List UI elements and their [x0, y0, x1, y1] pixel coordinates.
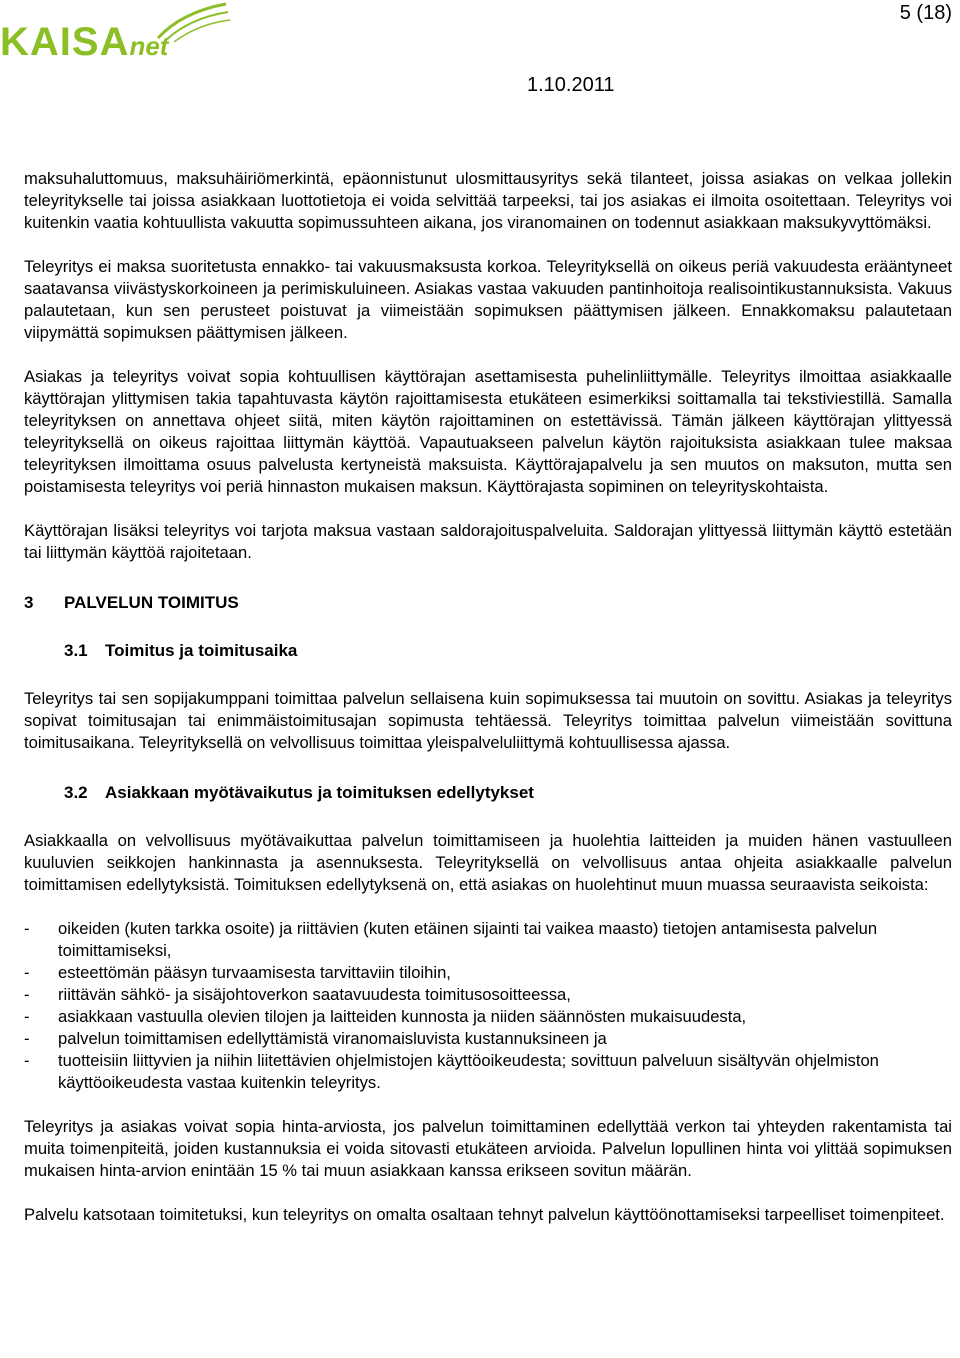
- list-marker: -: [24, 919, 30, 938]
- paragraph: maksuhaluttomuus, maksuhäiriömerkintä, epäonnistunut ulosmittausyritys sekä tilanteet, joissa asiakas on velkaa jollekin teleyritykselle tai joissa asiakkaan luottotietoja ei voida selvittää tarpeeksi, tai jos asiakas ei ilmoita osoitettaan. Teleyritys voi kuitenkin vaatia kohtuullista vakuutta sopimussuhteen aikana, jos viranomainen on todennut asiakkaan maksukyvyttömäksi.: [24, 169, 952, 232]
- list-item-text: esteettömän pääsyn turvaamisesta tarvittaviin tiloihin,: [58, 963, 451, 982]
- paragraph: Teleyritys tai sen sopijakumppani toimittaa palvelun sellaisena kuin sopimuksessa tai muutoin on sovittu. Asiakas ja teleyritys sopivat toimitusajan tai enimmäistoimitusajan sopimusta tehtäessä. Teleyritys toimittaa palvelun viimeistään sovittuna toimitusaikana. Teleyrityksellä on velvollisuus toimittaa yleispalveluliittymä kohtuullisessa ajassa.: [24, 689, 952, 752]
- logo-suffix-text: net: [129, 31, 169, 61]
- document-body: [24, 168, 952, 1248]
- paragraph: Käyttörajan lisäksi teleyritys voi tarjota maksua vastaan saldorajoituspalveluita. Saldorajan ylittyessä liittymän käyttö estetään tai liittymän käyttöä rajoitetaan.: [24, 521, 952, 562]
- list-item-text: palvelun toimittamisen edellyttämistä viranomaisluvista kustannuksineen ja: [58, 1029, 607, 1048]
- subsection-title: Toimitus ja toimitusaika: [105, 641, 298, 660]
- list-marker: -: [24, 963, 30, 982]
- subsection-title: Asiakkaan myötävaikutus ja toimituksen edellytykset: [105, 783, 534, 802]
- list-item: [24, 962, 952, 984]
- kaisanet-logo: [0, 2, 250, 72]
- paragraph: Teleyritys ja asiakas voivat sopia hinta-arviosta, jos palvelun toimittaminen edellyttää verkon tai yhteyden rakentamista tai muita toimenpiteitä, joiden kustannuksia ei voida sitovasti etukäteen arvioida. Palvelun lopullinen hinta voi ylittää sopimuksen mukaisen hinta-arvion enintään 15 % tai muun asiakkaan kanssa erikseen sovitun määrän.: [24, 1117, 952, 1180]
- section-title: PALVELUN TOIMITUS: [64, 593, 239, 612]
- list-marker: -: [24, 1007, 30, 1026]
- list-item-text: tuotteisiin liittyvien ja niihin liitettävien ohjelmistojen käyttöoikeudesta; sovittuun palveluun sisältyvän ohjelmiston käyttöoikeudesta vastaa kuitenkin teleyritys.: [58, 1051, 879, 1092]
- subsection-number: 3.2: [64, 783, 88, 802]
- list-marker: -: [24, 1029, 30, 1048]
- list-marker: -: [24, 985, 30, 1004]
- requirements-list: [24, 918, 952, 1094]
- list-item: [24, 1028, 952, 1050]
- list-item-text: oikeiden (kuten tarkka osoite) ja riittävien (kuten etäinen sijainti tai vaikea maasto) tietojen antamisesta palvelun toimittamiseksi,: [58, 919, 878, 960]
- document-date: 1.10.2011: [527, 74, 615, 96]
- logo-wordmark: [0, 20, 168, 65]
- list-marker: -: [24, 1051, 30, 1070]
- list-item-text: asiakkaan vastuulla olevien tilojen ja laitteiden kunnosta ja niiden säännösten mukaisuudesta,: [58, 1007, 747, 1026]
- section-number: 3: [24, 593, 34, 612]
- list-item: [24, 918, 952, 962]
- logo-main-text: KAISA: [0, 20, 130, 64]
- subsection-number: 3.1: [64, 641, 88, 660]
- section-heading-3-2: [64, 782, 952, 804]
- paragraph: Teleyritys ei maksa suoritetusta ennakko- tai vakuusmaksusta korkoa. Teleyrityksellä on oikeus periä vakuudesta erääntyneet saatavansa viivästyskorkoineen ja perimiskuluineen. Asiakas vastaa vakuuden pantinhoitoja realisointikustannuksista. Vakuus palautetaan, kun sen perusteet poistuvat ja viimeistään sopimuksen päättymisen jälkeen. Ennakkomaksu palautetaan viipymättä sopimuksen päättymisen jälkeen.: [24, 257, 952, 342]
- page-number: 5 (18): [899, 2, 952, 24]
- section-heading-3: [24, 592, 952, 614]
- list-item: [24, 1050, 952, 1094]
- list-item-text: riittävän sähkö- ja sisäjohtoverkon saatavuudesta toimitusosoitteessa,: [58, 985, 571, 1004]
- list-item: [24, 1006, 952, 1028]
- section-heading-3-1: [64, 640, 952, 662]
- paragraph: Asiakas ja teleyritys voivat sopia kohtuullisen käyttörajan asettamisesta puhelinliittymälle. Teleyritys ilmoittaa asiakkaalle käyttörajan ylittymisen takia tapahtuvasta käytön rajoittamisesta etukäteen esimerkiksi soittamalla tai tekstiviestillä. Samalla teleyrityksen on annettava ohjeet siitä, miten käytön rajoittaminen on estettävissä. Tämän jälkeen käyttörajan ylittyessä teleyrityksellä on oikeus rajoittaa liittymän käyttöä. Vapautuakseen palvelun käytön rajoituksista asiakkaan tulee maksaa teleyrityksen ilmoittama osuus palvelusta kertyneistä maksuista. Käyttörajapalvelu ja sen muutos on maksuton, mutta sen poistamisesta teleyritys voi periä hinnaston mukaisen maksun. Käyttörajasta sopiminen on teleyrityskohtaista.: [24, 367, 952, 496]
- list-item: [24, 984, 952, 1006]
- paragraph: Palvelu katsotaan toimitetuksi, kun teleyritys on omalta osaltaan tehnyt palvelun käyttöönottamiseksi tarpeelliset toimenpiteet.: [24, 1205, 945, 1224]
- paragraph: Asiakkaalla on velvollisuus myötävaikuttaa palvelun toimittamiseen ja huolehtia laitteiden ja muiden hänen vastuulleen kuuluvien seikkojen hankinnasta ja asennuksesta. Teleyrityksellä on velvollisuus antaa ohjeita asiakkaalle palvelun toimittamisen edellytyksistä. Toimituksen edellytyksenä on, että asiakas on huolehtinut muun muassa seuraavista seikoista:: [24, 831, 952, 894]
